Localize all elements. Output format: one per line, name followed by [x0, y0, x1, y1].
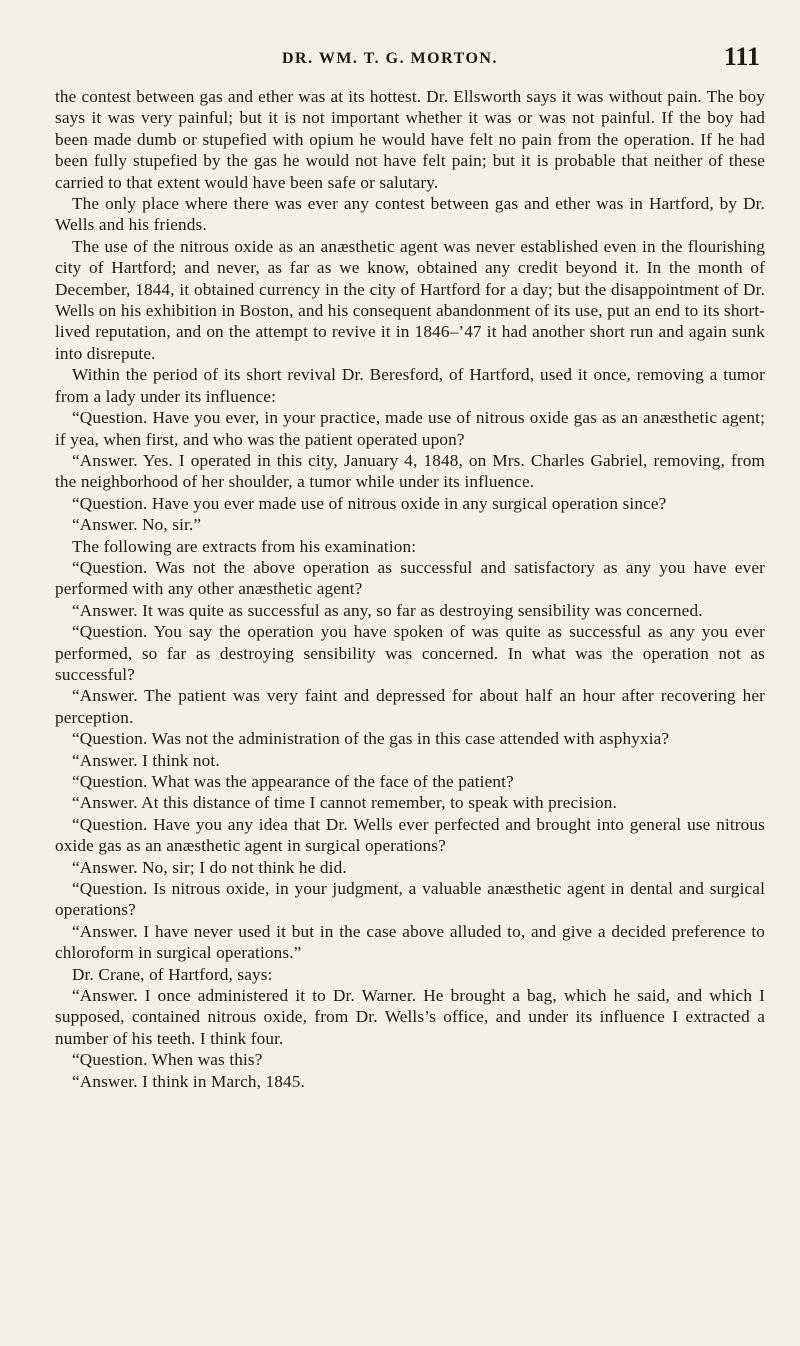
answer-paragraph: “Answer. I think not. [72, 750, 220, 770]
answer-paragraph: “Answer. The patient was very faint and depressed for about half an hour after recovering her perception. [55, 686, 765, 727]
paragraph: Within the period of its short revival Dr. Beresford, of Hartford, used it once, removing a tumor from a lady under its influence: [55, 365, 765, 406]
question-paragraph: “Question. Have you ever, in your practice, made use of nitrous oxide gas as an anæsthetic agent; if yea, when first, and who was the patient operated upon? [55, 408, 765, 449]
question-paragraph: “Question. Have you ever made use of nitrous oxide in any surgical operation since? [72, 493, 667, 513]
question-paragraph: “Question. Is nitrous oxide, in your judgment, a valuable anæsthetic agent in dental and surgical operations? [55, 879, 765, 920]
running-head: DR. WM. T. G. MORTON. [282, 50, 498, 67]
body-text [55, 86, 765, 1092]
page-header [90, 40, 760, 80]
question-paragraph: “Question. What was the appearance of the face of the patient? [72, 772, 514, 791]
answer-paragraph: “Answer. Yes. I operated in this city, January 4, 1848, on Mrs. Charles Gabriel, removing, from the neighborhood of her shoulder, a tumor while under its influence. [55, 450, 765, 492]
question-paragraph: “Question. You say the operation you have spoken of was quite as successful as any you ever performed, so far as destroying sensibility was concerned. In what was the operation not as successful? [55, 622, 765, 684]
question-paragraph: “Question. When was this? [72, 1050, 263, 1070]
paragraph: Dr. Crane, of Hartford, says: [72, 964, 273, 984]
answer-paragraph: “Answer. At this distance of time I cannot remember, to speak with precision. [72, 793, 617, 813]
question-paragraph: “Question. Was not the above operation as successful and satisfactory as any you have ever performed with any other anæsthetic agent? [55, 557, 765, 599]
paragraph: The only place where there was ever any contest between gas and ether was in Hartford, by Dr. Wells and his friends. [55, 194, 765, 235]
answer-paragraph: “Answer. I once administered it to Dr. Warner. He brought a bag, which he said, and which I supposed, contained nitrous oxide, from Dr. Wells’s office, and under its influence I extracted a number of his teeth. I think four. [55, 986, 765, 1048]
paragraph: the contest between gas and ether was at its hottest. Dr. Ellsworth says it was without pain. The boy says it was very painful; but it is not important whether it was or was not painful. If the boy had been made dumb or stupefied with opium he would have felt no pain from the operation. If he had been fully stupefied by the gas he would not have felt pain; but it is probable that neither of these carried to that extent would have been safe or salutary. [55, 87, 765, 192]
answer-paragraph: “Answer. I have never used it but in the case above alluded to, and give a decided preference to chloroform in surgical operations.” [55, 921, 765, 963]
answer-paragraph: “Answer. It was quite as successful as any, so far as destroying sensibility was concerned. [72, 600, 703, 620]
paragraph: The following are extracts from his examination: [72, 536, 417, 556]
answer-paragraph: “Answer. No, sir.” [72, 515, 202, 535]
page-number: 111 [723, 42, 760, 71]
question-paragraph: “Question. Have you any idea that Dr. Wells ever perfected and brought into general use nitrous oxide gas as an anæsthetic agent in surgical operations? [55, 814, 765, 856]
answer-paragraph: “Answer. I think in March, 1845. [72, 1071, 305, 1091]
answer-paragraph: “Answer. No, sir; I do not think he did. [72, 857, 347, 877]
question-paragraph: “Question. Was not the administration of the gas in this case attended with asphyxia? [72, 729, 670, 749]
paragraph: The use of the nitrous oxide as an anæsthetic agent was never established even in the flourishing city of Hartford; and never, as far as we know, obtained any credit beyond it. In the month of December, 1844, it obtained currency in the city of Hartford for a day; but the disappointment of Dr. Wells on his exhibition in Boston, and his consequent abandonment of its use, put an end to its short-lived reputation, and on the attempt to revive it in 1846–’47 it had another short run and again sunk into disrepute. [55, 236, 765, 363]
